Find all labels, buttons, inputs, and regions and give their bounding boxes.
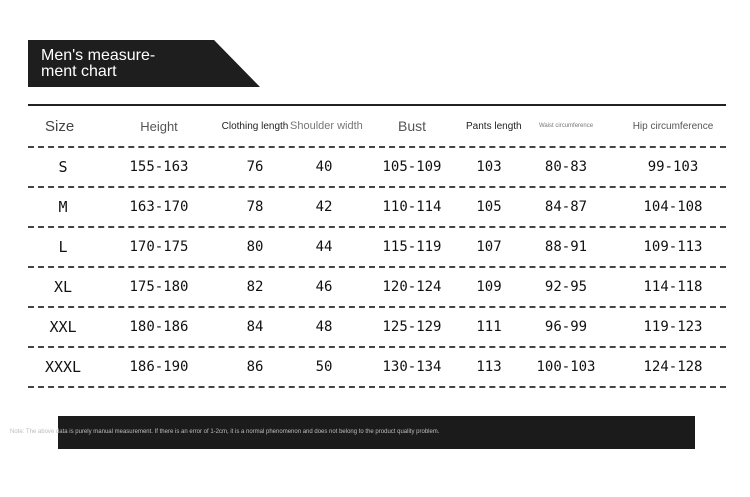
header-shoulder-width: Shoulder width (290, 120, 363, 132)
cell-size: XXL (49, 318, 77, 336)
cell-waist: 80-83 (544, 159, 588, 175)
title-line-2: ment chart (41, 63, 117, 80)
cell-hip: 124-128 (643, 359, 703, 375)
table-row (28, 348, 726, 388)
cell-height: 155-163 (129, 159, 189, 175)
cell-shoulder-width: 46 (315, 279, 333, 295)
cell-bust: 120-124 (382, 279, 442, 295)
cell-height: 186-190 (129, 359, 189, 375)
cell-hip: 99-103 (647, 159, 699, 175)
cell-pants-length: 103 (476, 159, 502, 175)
page-title (41, 48, 191, 80)
cell-size: S (58, 158, 68, 176)
cell-waist: 92-95 (544, 279, 588, 295)
cell-shoulder-width: 44 (315, 239, 333, 255)
table-row (28, 268, 726, 308)
header-bust: Bust (397, 118, 426, 134)
header-height: Height (140, 118, 178, 134)
cell-clothing-length: 78 (246, 199, 264, 215)
table-row (28, 188, 726, 228)
measurement-table (28, 106, 726, 388)
cell-height: 175-180 (129, 279, 189, 295)
cell-pants-length: 109 (476, 279, 502, 295)
table-header-row (28, 106, 726, 148)
cell-hip: 114-118 (643, 279, 703, 295)
cell-bust: 130-134 (382, 359, 442, 375)
cell-shoulder-width: 42 (315, 199, 333, 215)
cell-hip: 109-113 (643, 239, 703, 255)
cell-size: M (58, 198, 68, 216)
cell-height: 180-186 (129, 319, 189, 335)
cell-pants-length: 105 (476, 199, 502, 215)
cell-clothing-length: 84 (246, 319, 264, 335)
cell-pants-length: 113 (476, 359, 502, 375)
cell-size: XXXL (44, 358, 82, 376)
cell-bust: 105-109 (382, 159, 442, 175)
cell-shoulder-width: 40 (315, 159, 333, 175)
cell-height: 163-170 (129, 199, 189, 215)
cell-height: 170-175 (129, 239, 189, 255)
cell-shoulder-width: 50 (315, 359, 333, 375)
header-clothing-length: Clothing length (221, 120, 289, 132)
cell-clothing-length: 82 (246, 279, 264, 295)
cell-size: XL (53, 278, 73, 296)
cell-bust: 115-119 (382, 239, 442, 255)
title-line-1: Men's measure- (41, 47, 156, 64)
cell-hip: 119-123 (643, 319, 703, 335)
cell-waist: 96-99 (544, 319, 588, 335)
header-waist: Waist circumference (538, 123, 594, 129)
cell-size: L (58, 238, 68, 256)
table-row (28, 228, 726, 268)
table-row (28, 308, 726, 348)
cell-pants-length: 111 (476, 319, 502, 335)
title-banner (28, 40, 260, 87)
cell-clothing-length: 80 (246, 239, 264, 255)
cell-shoulder-width: 48 (315, 319, 333, 335)
header-size: Size (45, 117, 75, 135)
cell-waist: 88-91 (544, 239, 588, 255)
cell-bust: 125-129 (382, 319, 442, 335)
cell-clothing-length: 76 (246, 159, 264, 175)
cell-bust: 110-114 (382, 199, 442, 215)
cell-waist: 100-103 (536, 359, 596, 375)
cell-pants-length: 107 (476, 239, 502, 255)
cell-hip: 104-108 (643, 199, 703, 215)
header-hip: Hip circumference (632, 120, 714, 132)
cell-waist: 84-87 (544, 199, 588, 215)
measurement-note: Note: The above data is purely manual measurement. If there is an error of 1-2cm, it is a normal phenomenon and does not belong to the product quality problem. (10, 429, 440, 435)
cell-clothing-length: 86 (246, 359, 264, 375)
table-row (28, 148, 726, 188)
header-pants-length: Pants length (466, 120, 522, 132)
